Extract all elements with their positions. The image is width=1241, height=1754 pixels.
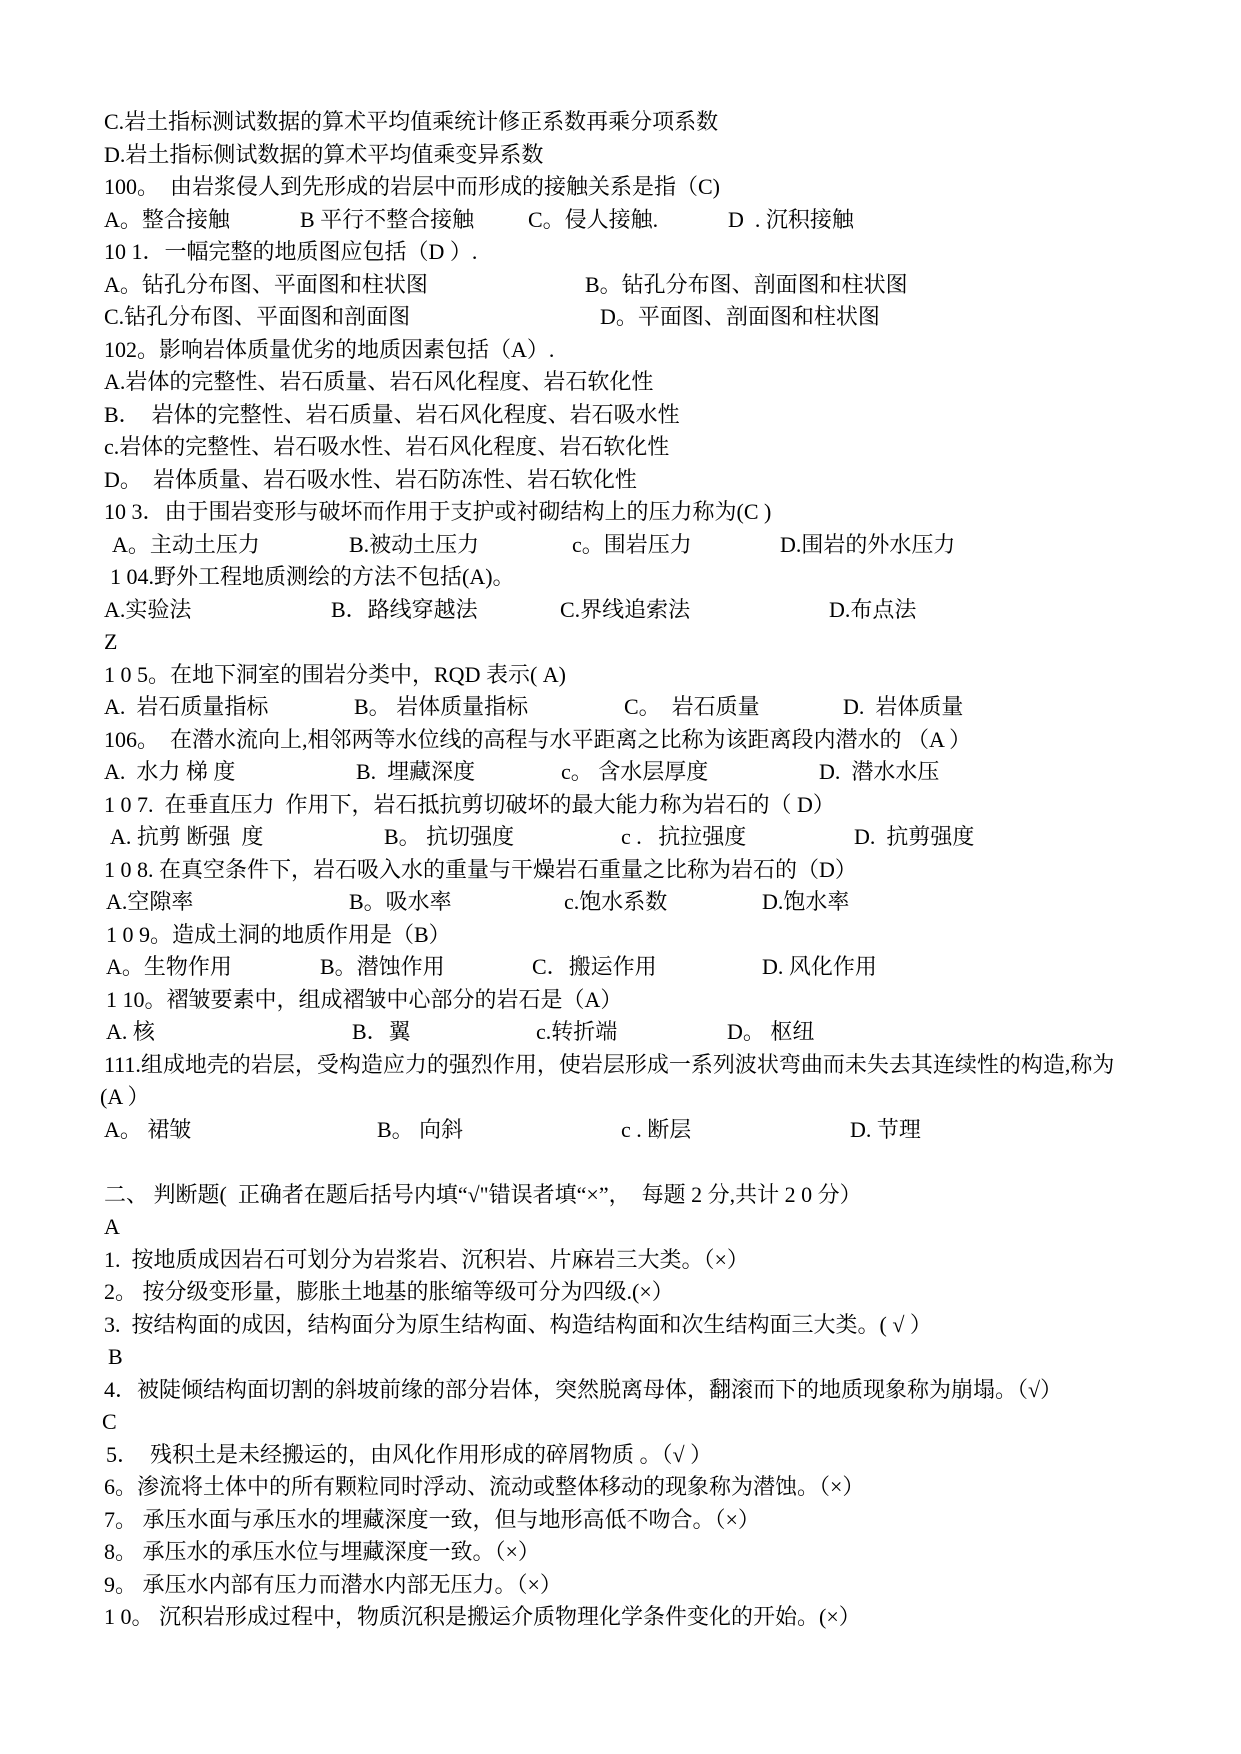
- line-text: A.岩体的完整性、岩石质量、岩石风化程度、岩石软化性: [104, 369, 654, 394]
- line-text: 1. 按地质成因岩石可划分为岩浆岩、沉积岩、片麻岩三大类。（×）: [104, 1246, 749, 1272]
- line-text: 1 0 9。造成土洞的地质作用是（B）: [106, 921, 451, 947]
- mc-option-line: [0, 106, 1241, 139]
- option-text: C。侵人接触.: [528, 206, 659, 232]
- question-111: [0, 1049, 1241, 1082]
- option-text: A。钻孔分布图、平面图和柱状图: [104, 271, 428, 297]
- option-102-b: [0, 399, 1241, 432]
- group-label-c: [0, 1406, 1241, 1439]
- line-text: C: [102, 1409, 117, 1434]
- option-text: D. 岩体质量: [843, 694, 964, 719]
- option-text: A.实验法: [104, 596, 192, 622]
- option-text: B。钻孔分布图、剖面图和柱状图: [585, 271, 908, 297]
- option-102-c: [0, 431, 1241, 464]
- question-104: [0, 561, 1241, 594]
- question-100: [0, 171, 1241, 204]
- line-text: 102。影响岩体质量优劣的地质因素包括（A）.: [104, 336, 555, 362]
- option-text: D.饱水率: [762, 889, 850, 914]
- question-108: [0, 854, 1241, 887]
- tf-question-3: [0, 1309, 1241, 1342]
- line-text: 二、 判断题( 正确者在题后括号内填“√"错误者填“×”， 每题 2 分,共计 2 0 分）: [104, 1181, 862, 1207]
- option-text: D.围岩的外水压力: [780, 531, 956, 557]
- tf-question-2: [0, 1276, 1241, 1309]
- line-text: 6。渗流将土体中的所有颗粒同时浮动、流动或整体移动的现象称为潜蚀。（×）: [104, 1474, 865, 1499]
- line-text: 8。 承压水的承压水位与埋藏深度一致。（×）: [104, 1539, 540, 1564]
- blank-line: [0, 1146, 1241, 1179]
- tf-question-9: [0, 1569, 1241, 1602]
- line-text: 106。 在潜水流向上,相邻两等水位线的高程与水平距离之比称为该距离段内潜水的 （A ）: [104, 726, 972, 752]
- line-text: C.岩土指标测试数据的算术平均值乘统计修正系数再乘分项系数: [104, 109, 719, 134]
- options-101-ab: [0, 269, 1241, 302]
- line-text: 5． 残积土是未经搬运的，由风化作用形成的碎屑物质 。（√ ）: [106, 1441, 713, 1467]
- question-103: [0, 496, 1241, 529]
- line-text: B． 岩体的完整性、岩石质量、岩石风化程度、岩石吸水性: [104, 401, 680, 427]
- line-text: (A ）: [100, 1084, 150, 1109]
- option-text: c.饱水系数: [564, 889, 668, 914]
- line-text: 10 3．由于围岩变形与破坏而作用于支护或衬砌结构上的压力称为(C ): [104, 499, 772, 524]
- option-text: A. 抗剪 断强 度: [110, 824, 264, 849]
- option-text: B。 抗切强度: [384, 824, 515, 849]
- option-text: D.布点法: [829, 596, 917, 622]
- option-text: A.空隙率: [106, 889, 194, 914]
- option-text: B。潜蚀作用: [320, 954, 445, 979]
- line-text: c.岩体的完整性、岩石吸水性、岩石风化程度、岩石软化性: [104, 434, 670, 459]
- option-text: A。整合接触: [104, 206, 230, 232]
- option-text: B 平行不整合接触: [300, 206, 475, 232]
- option-text: D. 风化作用: [762, 954, 877, 979]
- options-107: [0, 821, 1241, 854]
- options-109: [0, 951, 1241, 984]
- stray-letter-z: [0, 626, 1241, 659]
- question-101: [0, 236, 1241, 269]
- option-text: A。 裙皱: [104, 1116, 192, 1142]
- line-text: A: [104, 1214, 120, 1239]
- options-111: [0, 1114, 1241, 1147]
- option-102-d: [0, 464, 1241, 497]
- option-text: B．路线穿越法: [331, 596, 478, 622]
- options-104: [0, 594, 1241, 627]
- question-106: [0, 724, 1241, 757]
- option-text: A. 岩石质量指标: [104, 694, 269, 719]
- question-109: [0, 919, 1241, 952]
- options-100: [0, 204, 1241, 237]
- option-text: B。 向斜: [377, 1116, 464, 1142]
- option-text: D。 枢纽: [727, 1019, 815, 1044]
- option-text: C.界线追索法: [560, 596, 691, 622]
- option-text: D. 潜水水压: [819, 759, 940, 784]
- option-text: A. 核: [106, 1019, 155, 1044]
- question-107: [0, 789, 1241, 822]
- option-text: C.钻孔分布图、平面图和剖面图: [104, 304, 411, 329]
- option-text: D. 节理: [850, 1116, 921, 1142]
- line-text: 7。 承压水面与承压水的埋藏深度一致，但与地形高低不吻合。（×）: [104, 1506, 760, 1532]
- option-text: D。平面图、剖面图和柱状图: [600, 304, 880, 329]
- question-105: [0, 659, 1241, 692]
- options-101-cd: [0, 301, 1241, 334]
- line-text: 100。 由岩浆侵人到先形成的岩层中而形成的接触关系是指（C): [104, 174, 721, 199]
- options-103: [0, 529, 1241, 562]
- option-text: A. 水力 梯 度: [104, 759, 236, 784]
- tf-question-8: [0, 1536, 1241, 1569]
- line-text: 1 0 8. 在真空条件下，岩石吸入水的重量与干燥岩石重量之比称为岩石的（D）: [104, 856, 857, 882]
- line-text: 1 0。 沉积岩形成过程中，物质沉积是搬运介质物理化学条件变化的开始。(×）: [104, 1604, 861, 1629]
- line-text: 1 0 5。在地下洞室的围岩分类中，RQD 表示( A): [104, 661, 566, 687]
- tf-question-1: [0, 1244, 1241, 1277]
- line-text: Z: [104, 629, 118, 654]
- option-text: c。围岩压力: [572, 531, 692, 557]
- tf-question-7: [0, 1504, 1241, 1537]
- option-text: c。 含水层厚度: [561, 759, 709, 784]
- option-text: B．翼: [352, 1019, 411, 1044]
- tf-question-6: [0, 1471, 1241, 1504]
- options-110: [0, 1016, 1241, 1049]
- option-text: c.转折端: [536, 1019, 618, 1044]
- line-text: 4．被陡倾结构面切割的斜坡前缘的部分岩体，突然脱离母体，翻滚而下的地质现象称为崩塌。（√）: [104, 1376, 1063, 1402]
- question-110: [0, 984, 1241, 1017]
- line-text: 111.组成地壳的岩层，受构造应力的强烈作用，使岩层形成一系列波状弯曲而未失去其连续性的构造,称为: [104, 1051, 1115, 1077]
- options-106: [0, 756, 1241, 789]
- option-text: A。生物作用: [106, 954, 232, 979]
- tf-question-4: [0, 1374, 1241, 1407]
- question-111-answer: [0, 1081, 1241, 1114]
- line-text: B: [108, 1344, 123, 1369]
- option-text: A。主动土压力: [112, 531, 260, 557]
- option-text: B.被动土压力: [349, 531, 480, 557]
- line-text: 9。 承压水内部有压力而潜水内部无压力。（×）: [104, 1571, 562, 1597]
- line-text: D.岩土指标侧试数据的算术平均值乘变异系数: [104, 141, 544, 167]
- option-text: C．搬运作用: [532, 954, 657, 979]
- option-text: B. 埋藏深度: [356, 759, 476, 784]
- tf-question-5: [0, 1439, 1241, 1472]
- option-text: c . 抗拉强度: [621, 824, 747, 849]
- line-text: 3. 按结构面的成因，结构面分为原生结构面、构造结构面和次生结构面三大类。( √ ）: [104, 1311, 932, 1337]
- option-text: B。 岩体质量指标: [354, 694, 529, 719]
- document-lines: [0, 106, 1241, 1634]
- question-102: [0, 334, 1241, 367]
- line-text: D。 岩体质量、岩石吸水性、岩石防冻性、岩石软化性: [104, 466, 637, 492]
- line-text: 10 1．一幅完整的地质图应包括（D ）.: [104, 239, 478, 264]
- line-text: 1 10。褶皱要素中，组成褶皱中心部分的岩石是（A）: [106, 986, 623, 1012]
- line-text: 1 04.野外工程地质测绘的方法不包括(A)。: [110, 564, 515, 589]
- line-text: 2。 按分级变形量，膨胀土地基的胀缩等级可分为四级.(×）: [104, 1279, 674, 1304]
- section-2-header: [0, 1179, 1241, 1212]
- option-text: D. 抗剪强度: [854, 824, 975, 849]
- options-108: [0, 886, 1241, 919]
- option-text: B。吸水率: [349, 889, 452, 914]
- option-text: D . 沉积接触: [728, 206, 854, 232]
- group-label-a: [0, 1211, 1241, 1244]
- option-text: C。 岩石质量: [624, 694, 760, 719]
- group-label-b: [0, 1341, 1241, 1374]
- option-102-a: [0, 366, 1241, 399]
- tf-question-10: [0, 1601, 1241, 1634]
- line-text: 1 0 7. 在垂直压力 作用下，岩石抵抗剪切破坏的最大能力称为岩石的（ D）: [104, 791, 835, 817]
- options-105: [0, 691, 1241, 724]
- mc-option-line: [0, 139, 1241, 172]
- option-text: c . 断层: [621, 1116, 692, 1142]
